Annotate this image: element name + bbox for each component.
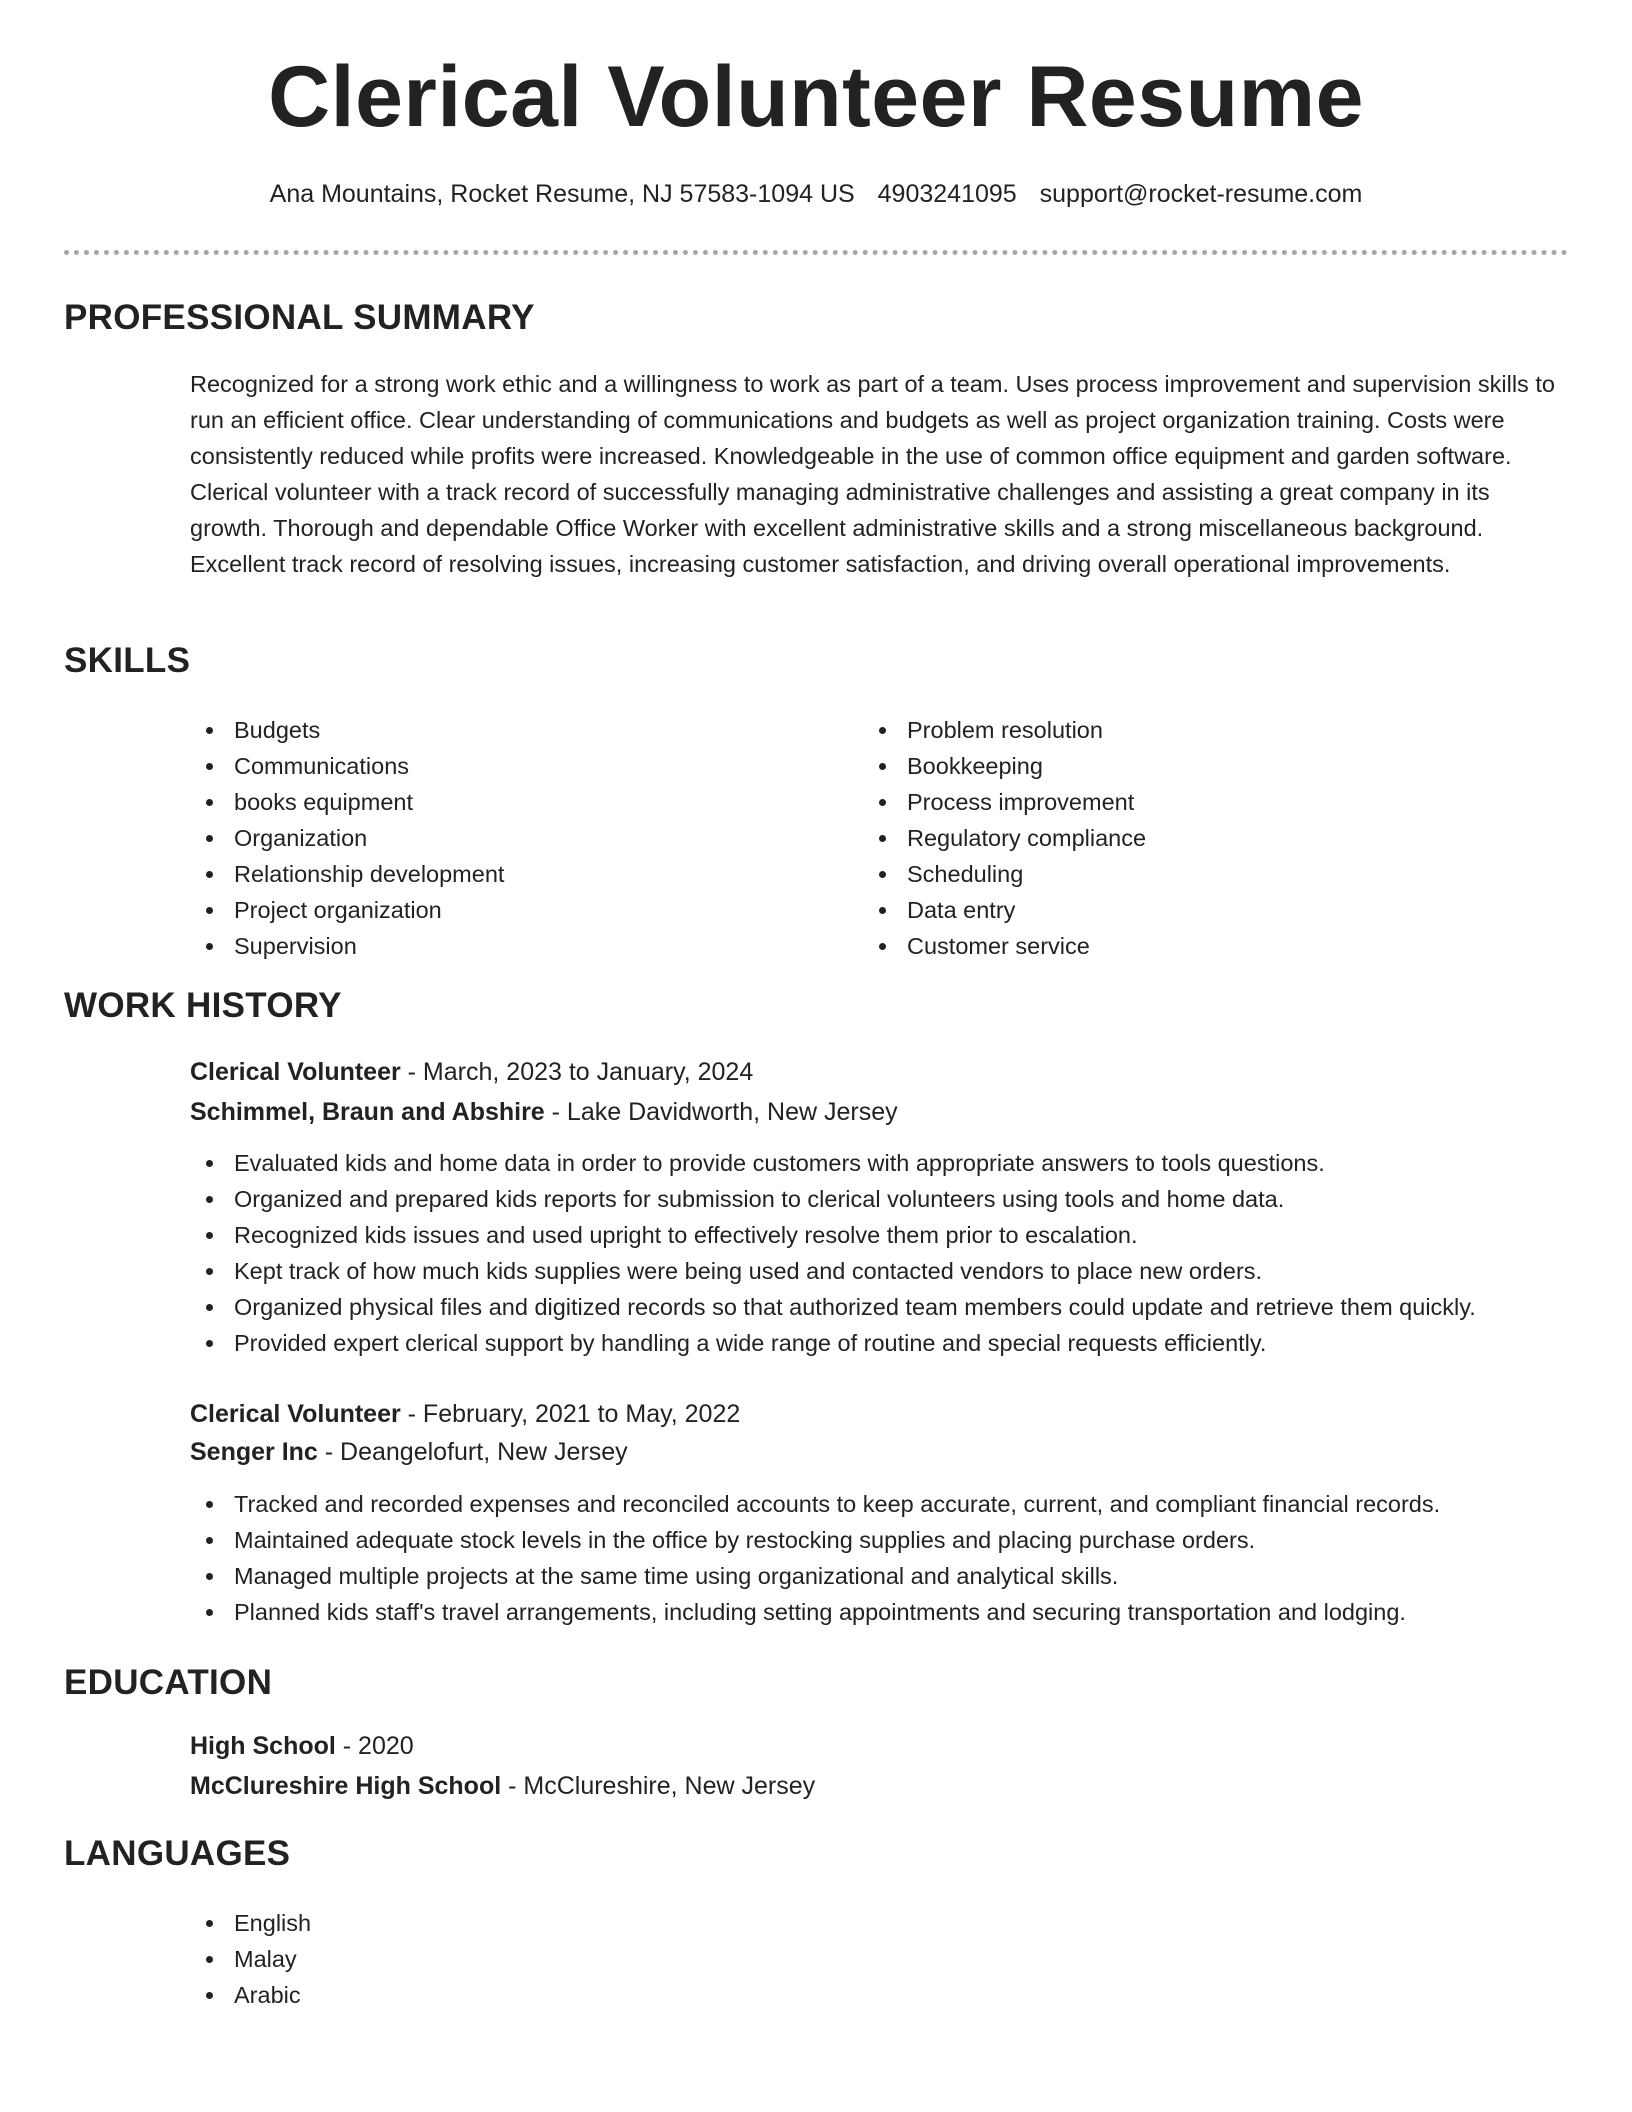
languages-list: [190, 1905, 311, 2013]
job-location: - Lake Davidworth, New Jersey: [544, 1098, 898, 1126]
job-bullet: Managed multiple projects at the same time using organizational and analytical skills.: [190, 1558, 1440, 1594]
job-bullet: Organized and prepared kids reports for submission to clerical volunteers using tools and home data.: [190, 1181, 1476, 1217]
section-title-work-history: WORK HISTORY: [64, 986, 342, 1025]
education-degree: High School: [190, 1732, 336, 1760]
skill-item: Relationship development: [190, 856, 504, 892]
contact-line: [0, 180, 1632, 209]
summary-text: Recognized for a strong work ethic and a willingness to work as part of a team. Uses process improvement and supervision skills to run an efficient office. Clear understanding of communications and budgets as well as project organization training. Costs were consistently reduced while profits were increased. Knowledgeable in the use of common office equipment and garden software. Clerical volunteer with a track record of successfully managing administrative challenges and assisting a great company in its growth. Thorough and dependable Office Worker with excellent administrative skills and a strong miscellaneous background. Excellent track record of resolving issues, increasing customer satisfaction, and driving overall operational improvements.: [190, 371, 1555, 577]
contact-phone: 4903241095: [877, 180, 1017, 208]
skill-item: Supervision: [190, 928, 504, 964]
job-dates: - February, 2021 to May, 2022: [400, 1400, 741, 1428]
job-title: Clerical Volunteer: [190, 1058, 401, 1086]
skill-item: Organization: [190, 820, 504, 856]
skill-item: Regulatory compliance: [863, 820, 1146, 856]
language-item: Malay: [190, 1941, 311, 1977]
skill-item: Communications: [190, 748, 504, 784]
skill-item: Data entry: [863, 892, 1146, 928]
job-bullet: Maintained adequate stock levels in the office by restocking supplies and placing purchase orders.: [190, 1522, 1440, 1558]
skill-item: Customer service: [863, 928, 1146, 964]
skill-item: Scheduling: [863, 856, 1146, 892]
job-company-line: [190, 1092, 898, 1132]
skill-item: Process improvement: [863, 784, 1146, 820]
skill-item: Budgets: [190, 712, 504, 748]
job-bullet: Provided expert clerical support by handling a wide range of routine and special requests efficiently.: [190, 1325, 1476, 1361]
education-degree-line: [190, 1726, 414, 1766]
job-company: Senger Inc: [190, 1438, 318, 1466]
job-company-line: [190, 1432, 628, 1472]
section-title-skills: SKILLS: [64, 641, 191, 680]
section-title-summary: PROFESSIONAL SUMMARY: [64, 298, 535, 337]
skills-list-left: [190, 712, 504, 964]
section-title-languages: LANGUAGES: [64, 1834, 291, 1873]
skill-item: books equipment: [190, 784, 504, 820]
job-bullet: Kept track of how much kids supplies were being used and contacted vendors to place new orders.: [190, 1253, 1476, 1289]
language-item: English: [190, 1905, 311, 1941]
job-bullet: Planned kids staff's travel arrangements, including setting appointments and securing transportation and lodging.: [190, 1594, 1440, 1630]
skill-item: Project organization: [190, 892, 504, 928]
section-title-education: EDUCATION: [64, 1663, 273, 1702]
job-bullets: [190, 1486, 1440, 1630]
job-title: Clerical Volunteer: [190, 1400, 401, 1428]
header-divider: [64, 250, 1568, 255]
skills-list-right: [863, 712, 1146, 964]
job-title-line: [190, 1394, 740, 1434]
language-item: Arabic: [190, 1977, 311, 2013]
skill-item: Problem resolution: [863, 712, 1146, 748]
contact-email: support@rocket-resume.com: [1039, 180, 1363, 208]
education-year: - 2020: [335, 1732, 414, 1760]
job-bullet: Recognized kids issues and used upright to effectively resolve them prior to escalation.: [190, 1217, 1476, 1253]
skill-item: Bookkeeping: [863, 748, 1146, 784]
resume-title: Clerical Volunteer Resume: [268, 49, 1364, 145]
education-school: McClureshire High School: [190, 1772, 502, 1800]
job-bullet: Evaluated kids and home data in order to provide customers with appropriate answers to tools questions.: [190, 1145, 1476, 1181]
job-location: - Deangelofurt, New Jersey: [317, 1438, 628, 1466]
education-school-line: [190, 1766, 815, 1806]
job-bullet: Organized physical files and digitized records so that authorized team members could update and retrieve them quickly.: [190, 1289, 1476, 1325]
job-bullet: Tracked and recorded expenses and reconciled accounts to keep accurate, current, and compliant financial records.: [190, 1486, 1440, 1522]
job-title-line: [190, 1052, 753, 1092]
job-dates: - March, 2023 to January, 2024: [400, 1058, 754, 1086]
contact-address: Ana Mountains, Rocket Resume, NJ 57583-1094 US: [269, 180, 855, 208]
job-company: Schimmel, Braun and Abshire: [190, 1098, 545, 1126]
job-bullets: [190, 1145, 1476, 1361]
education-location: - McClureshire, New Jersey: [501, 1772, 816, 1800]
